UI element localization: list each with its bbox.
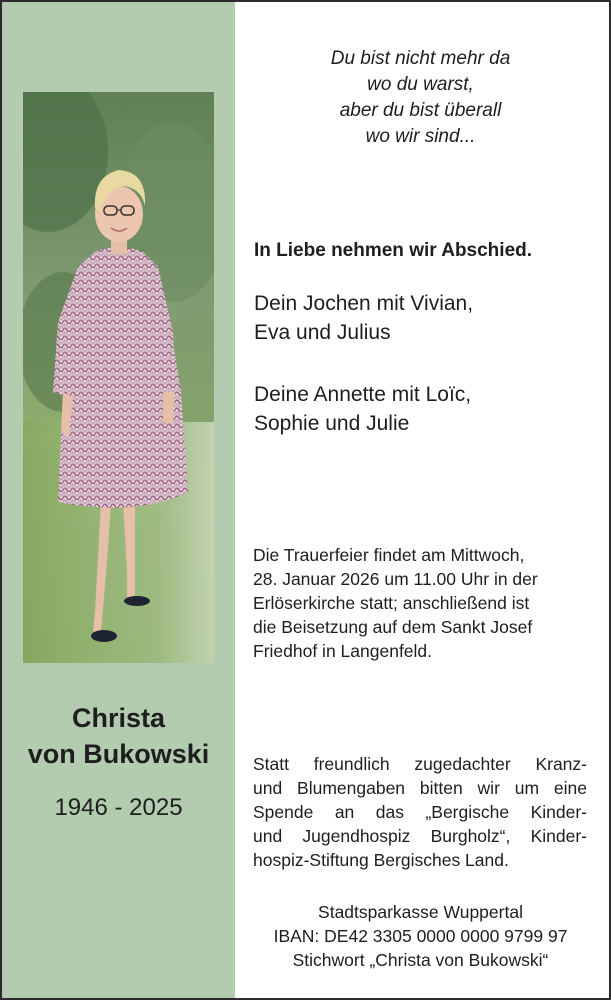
deceased-last-name: von Bukowski — [27, 739, 210, 769]
bank-iban: IBAN: DE42 3305 0000 0000 9799 97 — [273, 926, 568, 946]
family-group — [254, 289, 473, 347]
poem-line: aber du bist überall — [339, 100, 502, 121]
family-line: Deine Annette mit Loïc, — [254, 383, 472, 406]
notice-line: Erlöserkirche statt; anschließend ist — [253, 593, 530, 613]
donation-line: hospiz-Stiftung Bergisches Land. — [253, 850, 509, 870]
poem-line: wo wir sind... — [365, 126, 476, 147]
portrait-photo — [23, 92, 214, 663]
family-group — [254, 380, 471, 438]
family-line: Dein Jochen mit Vivian, — [254, 292, 474, 315]
notice-line: 28. Januar 2026 um 11.00 Uhr in der — [253, 569, 538, 589]
deceased-first-name: Christa — [71, 703, 166, 733]
notice-line: Die Trauerfeier findet am Mittwoch, — [253, 545, 525, 565]
donation-request — [253, 752, 587, 872]
bank-details — [238, 900, 603, 972]
donation-line: Statt freundlich zugedachter Kranz- — [253, 754, 587, 774]
family-line: Eva und Julius — [254, 321, 391, 344]
donation-line: Spende an das „Bergische Kinder- — [253, 802, 587, 822]
donation-line: und Blumengaben bitten wir um eine — [253, 778, 587, 798]
left-panel — [2, 2, 235, 998]
bank-keyword: Stichwort „Christa von Bukowski“ — [292, 950, 549, 970]
donation-line: und Jugendhospiz Burgholz“, Kinder- — [253, 826, 587, 846]
notice-line: Friedhof in Langenfeld. — [253, 641, 433, 661]
family-line: Sophie und Julie — [254, 412, 410, 435]
farewell-heading: In Liebe nehmen wir Abschied. — [254, 240, 533, 261]
poem — [238, 46, 603, 150]
poem-line: wo du warst, — [367, 74, 474, 95]
bank-name: Stadtsparkasse Wuppertal — [318, 902, 523, 922]
life-dates: 1946 - 2025 — [54, 794, 183, 821]
funeral-notice — [253, 543, 605, 663]
notice-line: die Beisetzung auf dem Sankt Josef — [253, 617, 533, 637]
poem-line: Du bist nicht mehr da — [330, 48, 511, 69]
